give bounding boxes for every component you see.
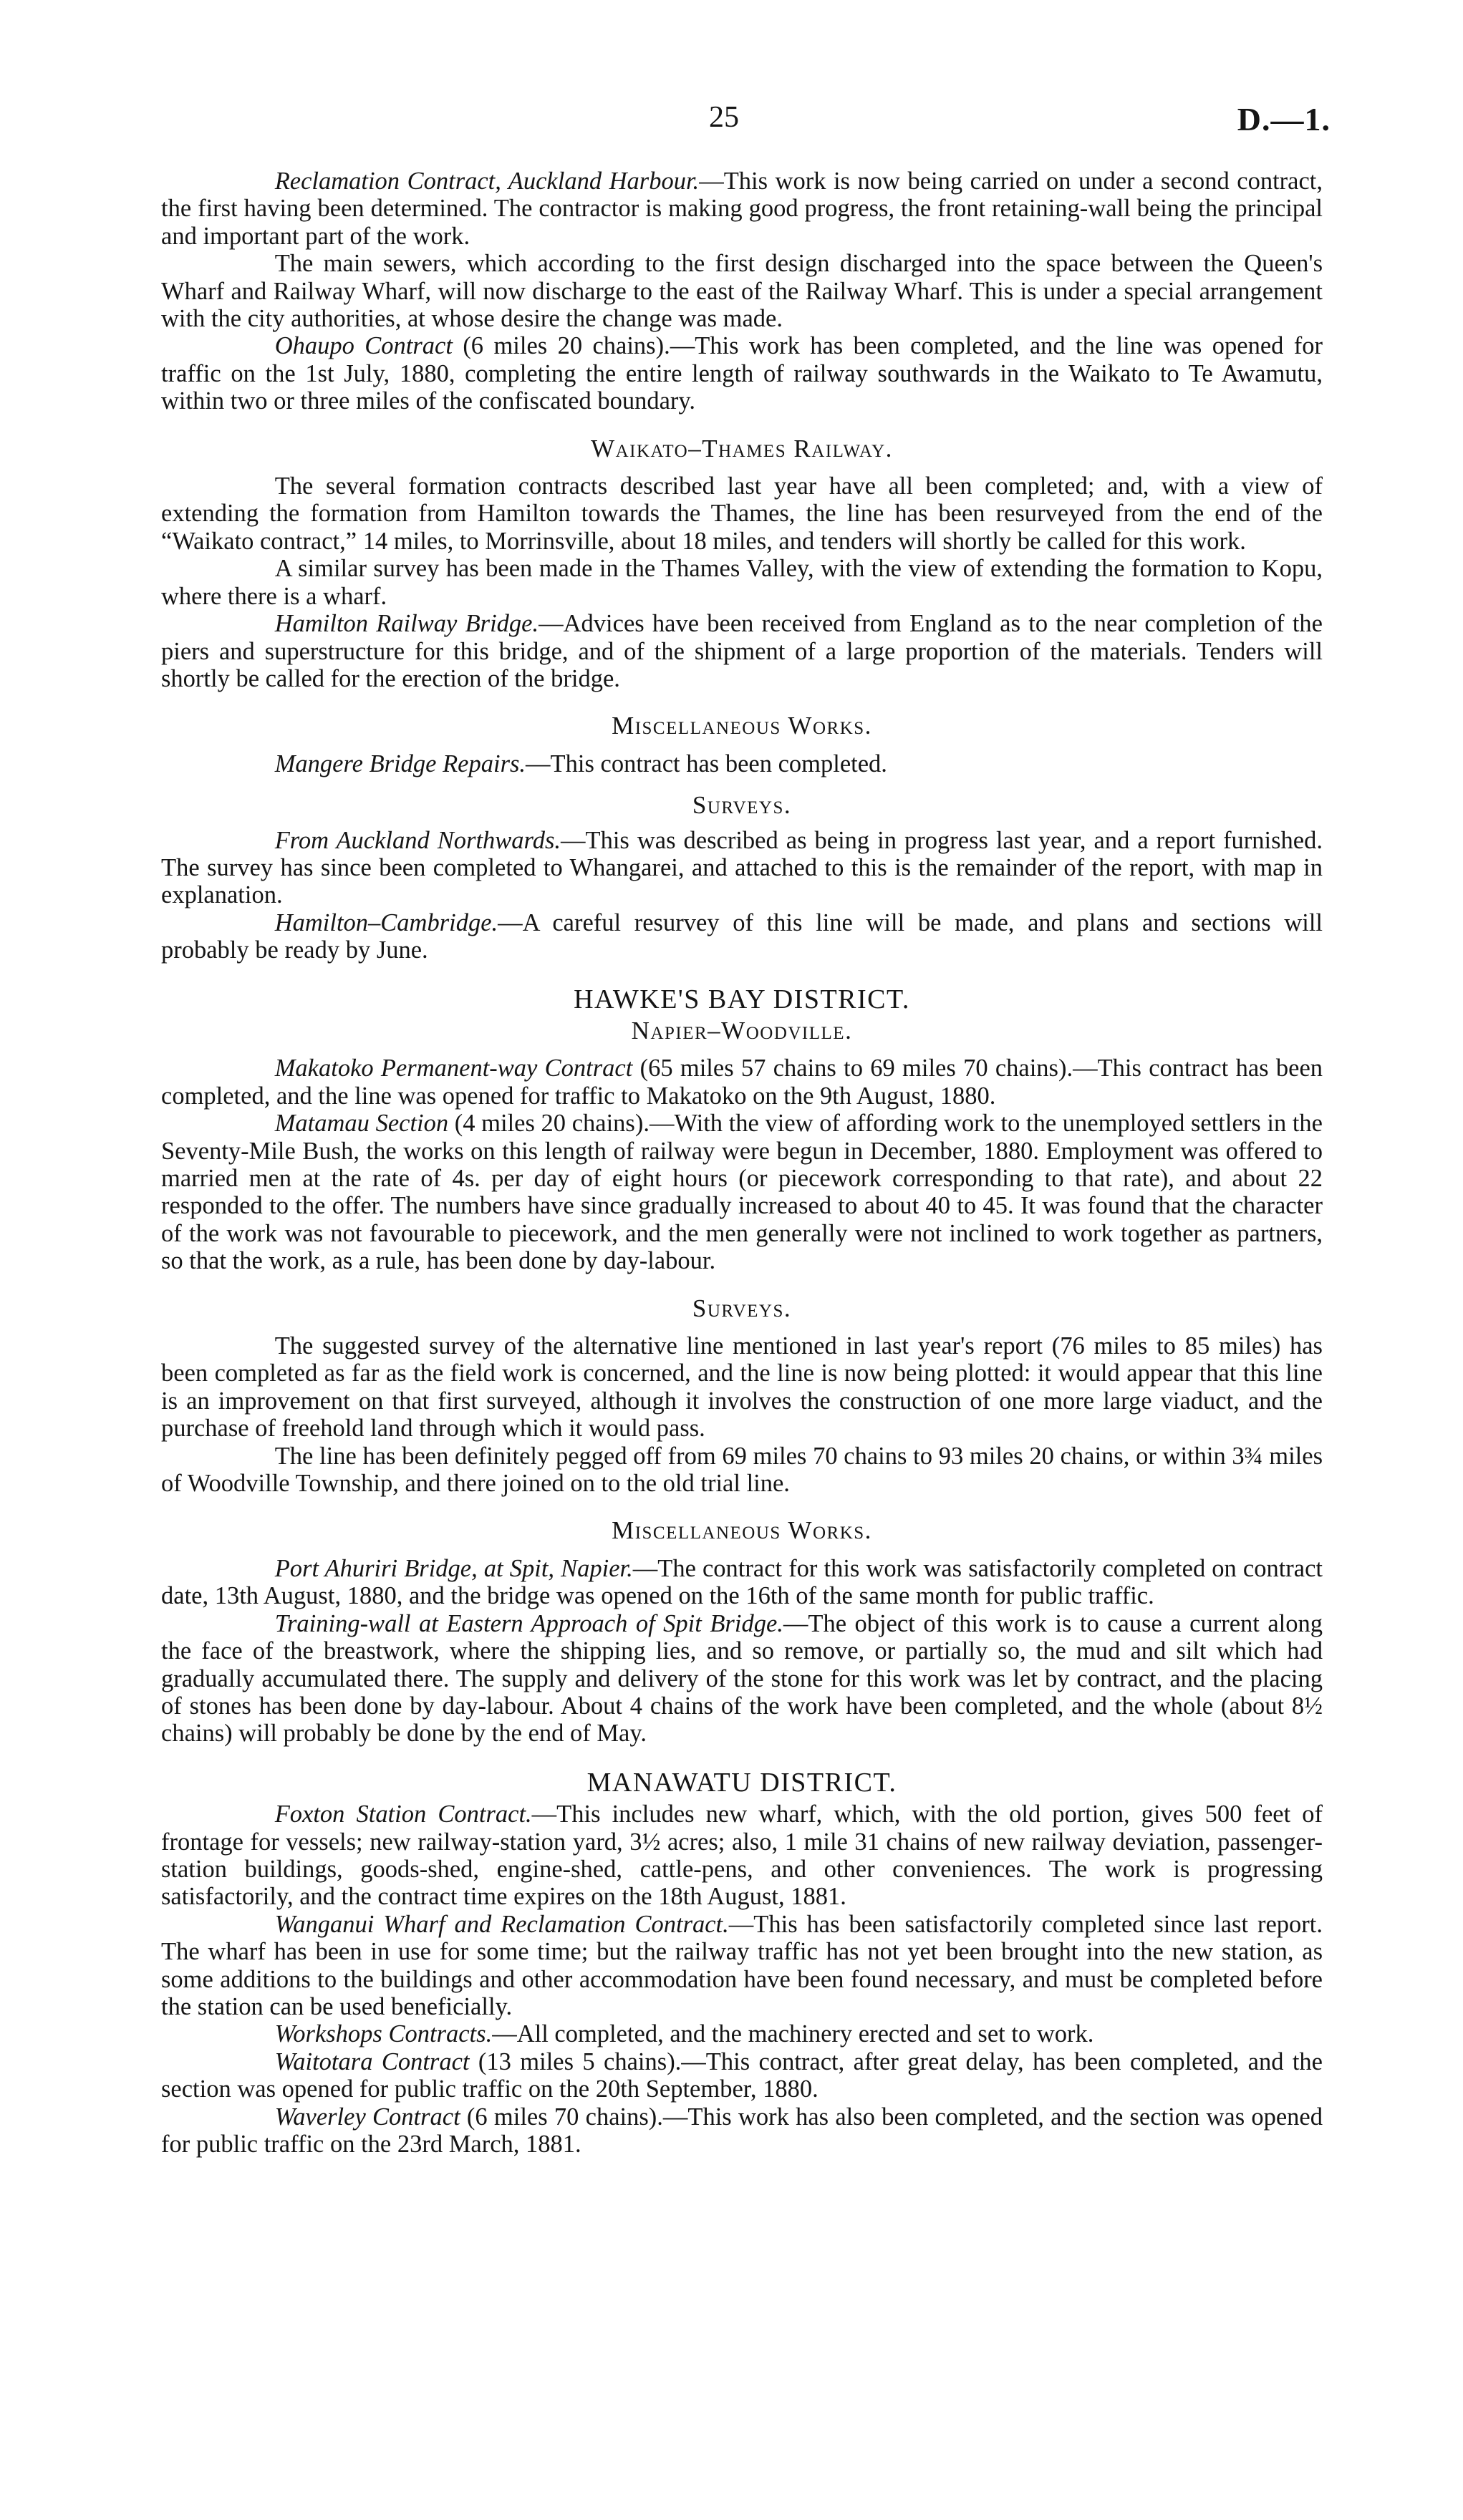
paragraph bbox=[161, 2048, 1323, 2103]
paragraph-lead: Waitotara Contract bbox=[274, 2048, 470, 2075]
paragraph bbox=[161, 250, 1323, 332]
paragraph-lead: Hamilton Railway Bridge. bbox=[274, 610, 539, 638]
district-heading: HAWKE'S BAY DISTRICT. bbox=[574, 984, 910, 1014]
paragraph-lead: Waverley Contract bbox=[274, 2103, 460, 2131]
paragraph bbox=[161, 1801, 1323, 1911]
paragraph bbox=[161, 1055, 1323, 1110]
paragraph-lead: From Auckland Northwards. bbox=[274, 826, 561, 854]
paragraph bbox=[161, 332, 1323, 415]
paragraph bbox=[161, 1443, 1323, 1498]
section-heading: Napier–Woodville. bbox=[631, 1016, 853, 1045]
paragraph-text: (6 miles 70 chains).—This work has also been completed, and the section was opened for public traffic on the 23rd March, 1881. bbox=[161, 2103, 1323, 2158]
paragraph-lead: Makatoko Permanent-way Contract bbox=[274, 1055, 633, 1082]
paragraph-text: The line has been definitely pegged off from 69 miles 70 chains to 93 miles 20 chains, or within 3¾ miles of Woodville Township, and there joined on to the old trial line. bbox=[161, 1442, 1323, 1498]
paragraph-lead: Workshops Contracts. bbox=[274, 2020, 493, 2048]
paragraph-text: The main sewers, which according to the first design discharged into the space between the Queen's Wharf and Railway Wharf, will now discharge to the east of the Railway Wharf. This is under a special arrangement with the city authorities, at whose desire the change was made. bbox=[161, 250, 1323, 333]
section-heading: Miscellaneous Works. bbox=[612, 1516, 872, 1545]
paragraph-text: —This was described as being in progress last year, and a report furnished. The survey has since been completed to Whangarei, and attached to this is the remainder of the report, with map in explanation. bbox=[161, 826, 1323, 909]
paragraph-lead: Hamilton–Cambridge. bbox=[274, 908, 498, 936]
district-heading: MANAWATU DISTRICT. bbox=[586, 1767, 897, 1798]
paragraph bbox=[161, 610, 1323, 692]
paragraph-text: (65 miles 57 chains to 69 miles 70 chains).—This contract has been completed, and the line was opened for traffic to Makatoko on the 9th August, 1880. bbox=[161, 1055, 1323, 1110]
paragraph bbox=[161, 1332, 1323, 1443]
paragraph-text: —This contract has been completed. bbox=[526, 750, 887, 777]
paragraph-lead: Foxton Station Contract. bbox=[274, 1801, 532, 1828]
paragraph-lead: Port Ahuriri Bridge, at Spit, Napier. bbox=[274, 1554, 633, 1582]
paragraph-text: —This work is now being carried on under a second contract, the first having been determined. The contractor is making good progress, the front retaining-wall being the principal and important part of the work. bbox=[161, 168, 1323, 250]
paragraph bbox=[161, 2103, 1323, 2158]
paragraph-lead: Training-wall at Eastern Approach of Spit Bridge. bbox=[274, 1609, 783, 1637]
section-heading: Surveys. bbox=[692, 1294, 792, 1322]
paragraph bbox=[161, 1555, 1323, 1610]
paragraph-lead: Matamau Section bbox=[274, 1110, 449, 1138]
paragraph-text: The suggested survey of the alternative line mentioned in last year's report (76 miles to 85 miles) has been completed as far as the field work is concerned, and the line is now being plotted: it would appear that this line is an improvement on that first surveyed, although it involves the construction of one more large viaduct, and the purchase of freehold land through which it would pass. bbox=[161, 1332, 1323, 1443]
section-heading: Miscellaneous Works. bbox=[612, 712, 872, 740]
paragraph bbox=[161, 472, 1323, 555]
paragraph bbox=[161, 750, 1323, 777]
page-header bbox=[0, 100, 1463, 143]
paragraph-text: —This includes new wharf, which, with the old portion, gives 500 feet of frontage for vessels; new railway-station yard, 3½ acres; also, 1 mile 31 chains of new railway deviation, passenger-station buildings, goods-shed, engine-shed, cattle-pens, and other conveniences. The work is progressing satisfactorily, and the contract time expires on the 18th August, 1881. bbox=[161, 1801, 1323, 1911]
paragraph-lead: Ohaupo Contract bbox=[274, 332, 453, 360]
section-heading: Waikato–Thames Railway. bbox=[591, 434, 893, 462]
document-reference: D.—1. bbox=[1237, 101, 1331, 137]
section-heading: Surveys. bbox=[692, 791, 792, 820]
paragraph-text: The several formation contracts described last year have all been completed; and, with a view of extending the formation from Hamilton towards the Thames, the line has been resurveyed from the end of the “Waikato contract,” 14 miles, to Morrinsville, about 18 miles, and tenders will shortly be called for this work. bbox=[161, 472, 1323, 555]
paragraph bbox=[161, 827, 1323, 909]
paragraph-lead: Wanganui Wharf and Reclamation Contract. bbox=[274, 1910, 729, 1938]
paragraph bbox=[161, 1911, 1323, 2021]
page-body bbox=[161, 168, 1323, 2158]
paragraph-lead: Reclamation Contract, Auckland Harbour. bbox=[274, 168, 700, 195]
paragraph bbox=[161, 168, 1323, 250]
paragraph-lead: Mangere Bridge Repairs. bbox=[274, 750, 526, 777]
paragraph-text: (13 miles 5 chains).—This contract, after great delay, has been completed, and the section was opened for public traffic on the 20th September, 1880. bbox=[161, 2048, 1323, 2103]
paragraph-text: —This has been satisfactorily completed since last report. The wharf has been in use for some time; but the railway traffic has not yet been brought into the new station, as some additions to the buildings and other accommodation have been found necessary, and must be completed before the station can be used beneficially. bbox=[161, 1910, 1323, 2020]
paragraph-text: —All completed, and the machinery erected and set to work. bbox=[492, 2020, 1094, 2048]
paragraph-text: A similar survey has been made in the Thames Valley, with the view of extending the formation to Kopu, where there is a wharf. bbox=[161, 555, 1323, 610]
paragraph bbox=[161, 1610, 1323, 1748]
paragraph bbox=[161, 1110, 1323, 1274]
paragraph-text: —The contract for this work was satisfactorily completed on contract date, 13th August, 1880, and the bridge was opened on the 16th of the same month for public traffic. bbox=[161, 1554, 1323, 1610]
paragraph bbox=[161, 2020, 1323, 2048]
paragraph bbox=[161, 555, 1323, 610]
paragraph-text: (4 miles 20 chains).—With the view of affording work to the unemployed settlers in the Seventy-Mile Bush, the works on this length of railway were begun in December, 1880. Employment was offered to married men at the rate of 4s. per day of eight hours (or piecework corresponding to that rate), and about 22 responded to the offer. The numbers have since gradually increased to about 40 to 45. It was found that the character of the work was not favourable to piecework, and the men generally were not inclined to work together as partners, so that the work, as a rule, has been done by day-labour. bbox=[161, 1110, 1323, 1275]
page-number: 25 bbox=[709, 101, 739, 134]
paragraph-text: —Advices have been received from England as to the near completion of the piers and superstructure for this bridge, and of the shipment of a large proportion of the materials. Tenders will shortly be called for the erection of the bridge. bbox=[161, 610, 1323, 692]
paragraph-text: (6 miles 20 chains).—This work has been completed, and the line was opened for traffic on the 1st July, 1880, completing the entire length of railway southwards in the Waikato to Te Awamutu, within two or three miles of the confiscated boundary. bbox=[161, 332, 1323, 415]
paragraph bbox=[161, 909, 1323, 964]
paragraph-text: —A careful resurvey of this line will be made, and plans and sections will probably be ready by June. bbox=[161, 908, 1323, 964]
paragraph-text: —The object of this work is to cause a current along the face of the breastwork, where the shipping lies, and so remove, or partially so, the mud and silt which had gradually accumulated there. The supply and delivery of the stone for this work was let by contract, and the placing of stones has been done by day-labour. About 4 chains of the work have been completed, and the whole (about 8½ chains) will probably be done by the end of May. bbox=[161, 1609, 1323, 1748]
